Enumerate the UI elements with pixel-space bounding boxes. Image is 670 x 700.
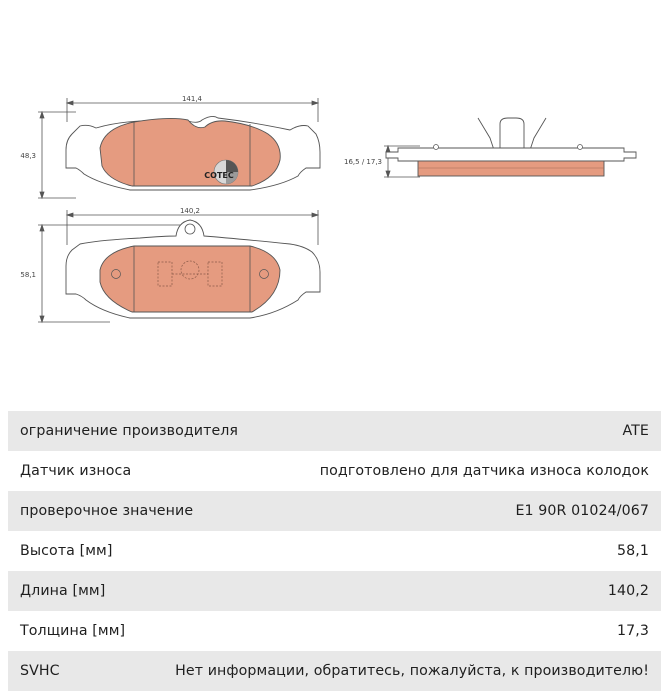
side-backing-plate	[386, 148, 636, 161]
bottom-width-label: 140,2	[179, 207, 201, 215]
spec-value: подготовлено для датчика износа колодок	[319, 463, 649, 479]
spec-value: Нет информации, обратитесь, пожалуйста, к производителю!	[175, 663, 649, 679]
spec-row-manufacturer-restriction	[8, 411, 661, 451]
spec-label: Толщина [мм]	[20, 623, 126, 639]
spec-label: Датчик износа	[20, 463, 132, 479]
spec-value: 140,2	[607, 583, 649, 599]
spec-value: 58,1	[617, 543, 649, 559]
spec-row-thickness	[8, 611, 661, 651]
spec-row-length	[8, 571, 661, 611]
top-friction-material	[100, 118, 280, 186]
spec-row-test-mark	[8, 491, 661, 531]
spec-value: ATE	[622, 423, 649, 439]
top-width-label: 141,4	[181, 95, 203, 103]
top-height-label: 48,3	[20, 152, 36, 160]
spec-row-svhc	[8, 651, 661, 691]
side-friction-material	[418, 161, 604, 176]
spec-value: 17,3	[617, 623, 649, 639]
logo-text: COTEC	[204, 171, 234, 180]
spec-label: SVHC	[20, 663, 60, 679]
spec-value: E1 90R 01024/067	[515, 503, 649, 519]
specification-table	[8, 411, 661, 691]
spec-label: проверочное значение	[20, 503, 194, 519]
side-thickness-label: 16,5 / 17,3	[344, 158, 382, 166]
spec-row-wear-sensor	[8, 451, 661, 491]
spec-label: Высота [мм]	[20, 543, 113, 559]
spec-label: Длина [мм]	[20, 583, 106, 599]
spec-row-height	[8, 531, 661, 571]
bottom-height-label: 58,1	[20, 271, 36, 279]
spec-label: ограничение производителя	[20, 423, 239, 439]
